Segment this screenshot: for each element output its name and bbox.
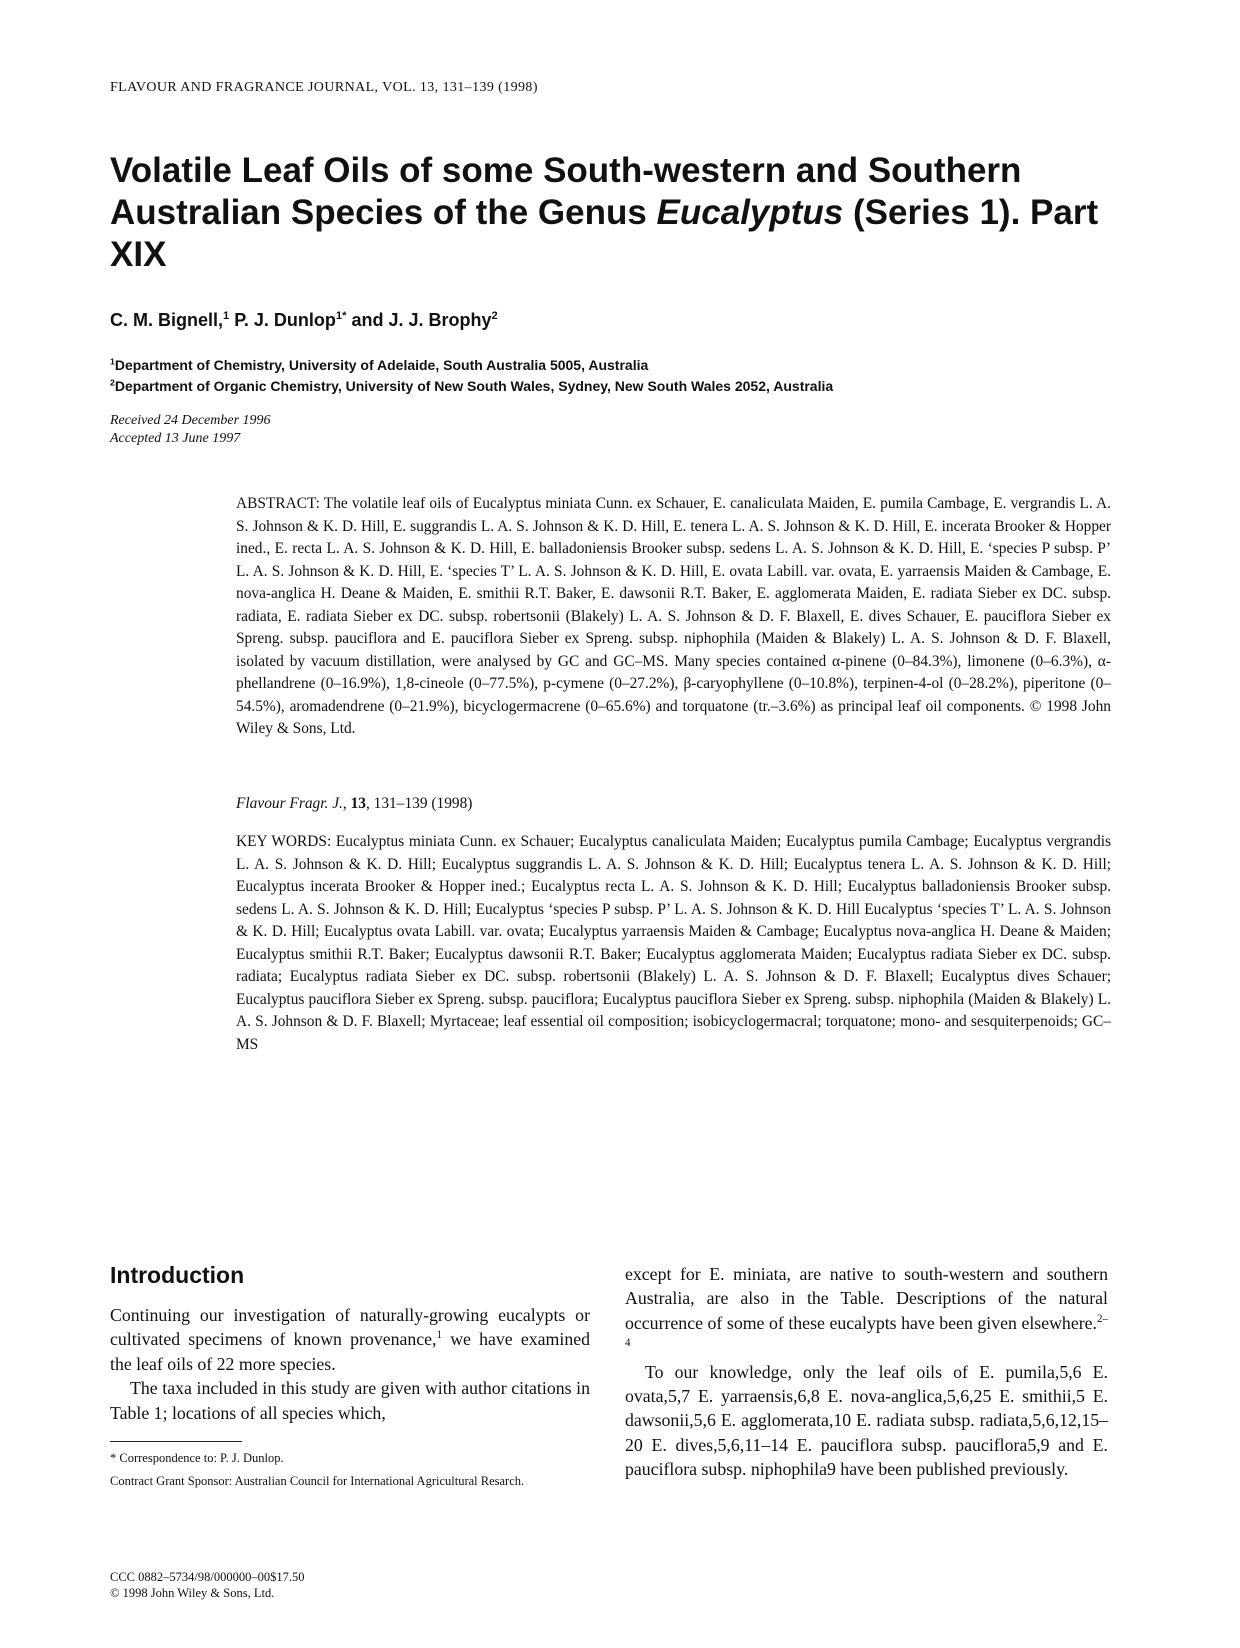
affiliation-1-text: Department of Chemistry, University of Adelaide, South Australia 5005, Australia: [114, 357, 649, 373]
keywords-label: KEY WORDS:: [236, 833, 332, 850]
intro-right-paragraph-1: [625, 1262, 1108, 1360]
abstract-text: The volatile leaf oils of Eucalyptus miniata Cunn. ex Schauer, E. canaliculata Maiden, E. pumila Cambage, E. vergrandis L. A. S. Johnson & K. D. Hill, E. suggrandis L. A. S. Johnson & K. D. Hill, E. tenera L. A. S. Johnson & K. D. Hill, E. incerata Brooker & Hopper ined., E. recta L. A. S. Johnson & K. D. Hill, E. balladoniensis Brooker subsp. sedens L. A. S. Johnson & K. D. Hill, E. ‘species P subsp. P’ L. A. S. Johnson & K. D. Hill, E. ‘species T’ L. A. S. Johnson & K. D. Hill, E. ovata Labill. var. ovata, E. yarraensis Maiden & Cambage, E. nova-anglica H. Deane & Maiden, E. smithii R.T. Baker, E. dawsonii R.T. Baker, E. agglomerata Maiden, E. radiata Sieber ex DC. subsp. radiata, E. radiata Sieber ex DC. subsp. robertsonii (Blakely) L. A. S. Johnson & D. F. Blaxell, E. dives Schauer, E. pauciflora Sieber ex Spreng. subsp. pauciflora and E. pauciflora Sieber ex Spreng. subsp. niphophila (Maiden & Blakely) L. A. S. Johnson & D. F. Blaxell, isolated by vacuum distillation, were analysed by GC and GC–MS. Many species contained α-pinene (0–84.3%), limonene (0–6.3%), α-phellandrene (0–16.9%), 1,8-cineole (0–77.5%), p-cymene (0–27.2%), β-caryophyllene (0–10.8%), terpinen-4-ol (0–28.2%), piperitone (0–54.5%), aromadendrene (0–21.9%), bicyclogermacrene (0–65.6%) and torquatone (tr.–3.6%) as principal leaf oil components. © 1998 John Wiley & Sons, Ltd.: [236, 495, 1111, 737]
author-brophy: and J. J. Brophy: [346, 310, 492, 330]
keywords: [236, 831, 1111, 1056]
title-text-2: (Series 1). Part XIX: [110, 193, 1099, 274]
citation-journal: Flavour Fragr. J.: [236, 795, 343, 812]
affiliation-2-number: 2: [110, 377, 115, 388]
intro-p1-text-b: we have examined the leaf oils of 22 more species.: [110, 1329, 590, 1374]
received-date: Received 24 December 1996: [110, 413, 271, 428]
intro-left-column: [110, 1303, 590, 1425]
intro-paragraph-2: The taxa included in this study are given with author citations in Table 1; locations of all species which,: [110, 1378, 590, 1423]
intro-right-p1-ref: 2–4: [625, 1312, 1108, 1350]
footnote-sponsor: Contract Grant Sponsor: Australian Council for International Agricultural Resarch.: [110, 1474, 525, 1488]
intro-p1-text-a: Continuing our investigation of naturally-growing eucalypts or cultivated specimens of known provenance,: [110, 1305, 590, 1350]
journal-header: FLAVOUR AND FRAGRANCE JOURNAL, VOL. 13, 131–139 (1998): [110, 80, 538, 95]
introduction-heading: Introduction: [110, 1262, 245, 1288]
article-dates: [110, 412, 271, 448]
ccc-code: CCC 0882–5734/98/000000–00$17.50: [110, 1570, 305, 1584]
footnote-correspondence: * Correspondence to: P. J. Dunlop.: [110, 1451, 284, 1465]
intro-p1-ref: 1: [436, 1329, 443, 1342]
keywords-text: Eucalyptus miniata Cunn. ex Schauer; Eucalyptus canaliculata Maiden; Eucalyptus pumila Cambage; Eucalyptus vergrandis L. A. S. Johnson & K. D. Hill; Eucalyptus suggrandis L. A. S. Johnson & K. D. Hill; Eucalyptus tenera L. A. S. Johnson & K. D. Hill; Eucalyptus incerata Brooker & Hopper ined.; Eucalyptus recta L. A. S. Johnson & K. D. Hill; Eucalyptus balladoniensis Brooker subsp. sedens L. A. S. Johnson & K. D. Hill; Eucalyptus ‘species P subsp. P’ L. A. S. Johnson & K. D. Hill Eucalyptus ‘species T’ L. A. S. Johnson & K. D. Hill; Eucalyptus ovata Labill. var. ovata; Eucalyptus yarraensis Maiden & Cambage; Eucalyptus nova-anglica H. Deane & Maiden; Eucalyptus smithii R.T. Baker; Eucalyptus dawsonii R.T. Baker; Eucalyptus agglomerata Maiden; Eucalyptus radiata Sieber ex DC. subsp. radiata; Eucalyptus radiata Sieber ex DC. subsp. robertsonii (Blakely) L. A. S. Johnson & D. F. Blaxell; Eucalyptus dives Schauer; Eucalyptus pauciflora Sieber ex Spreng. subsp. pauciflora; Eucalyptus pauciflora Sieber ex Spreng. subsp. niphophila (Maiden & Blakely) L. A. S. Johnson & D. F. Blaxell; Myrtaceae; leaf essential oil composition; isobicyclogermacral; torquatone; mono- and sesquiterpenoids; GC–MS: [236, 833, 1111, 1053]
intro-paragraph-1: [110, 1303, 590, 1376]
intro-right-paragraph-2: To our knowledge, only the leaf oils of E. pumila,5,6 E. ovata,5,7 E. yarraensis,6,8 E. nova-anglica,5,6,25 E. smithii,5 E. dawsonii,5,6 E. agglomerata,10 E. radiata subsp. radiata,5,6,12,15–20 E. dives,5,6,11–14 E. pauciflora subsp. pauciflora5,9 and E. pauciflora subsp. niphophila9 have been published previously.: [625, 1361, 1108, 1480]
author-list: [110, 310, 498, 331]
affiliations: [110, 355, 833, 397]
citation-volume: 13: [350, 795, 366, 812]
footnotes: [110, 1450, 590, 1496]
author-brophy-affil: 2: [491, 310, 498, 322]
copyright-notice: © 1998 John Wiley & Sons, Ltd.: [110, 1586, 275, 1600]
title-italic-genus: Eucalyptus: [656, 193, 844, 232]
title-text-1: Volatile Leaf Oils of some South-western and Southern Australian Species of the Genus: [110, 151, 1022, 232]
author-bignell-affil: 1: [223, 310, 230, 322]
author-dunlop: P. J. Dunlop: [229, 310, 336, 330]
affiliation-2: [110, 376, 833, 397]
affiliation-2-text: Department of Organic Chemistry, University of New South Wales, Sydney, New South Wales 2052, Australia: [114, 378, 834, 394]
article-title: [110, 150, 1110, 276]
citation-pages: , 131–139 (1998): [365, 795, 473, 812]
abstract: [236, 493, 1111, 741]
affiliation-1-number: 1: [110, 356, 115, 367]
affiliation-1: [110, 355, 833, 376]
citation: Flavour Fragr. J., 13, 131–139 (1998): [236, 795, 473, 812]
accepted-date: Accepted 13 June 1997: [110, 431, 241, 446]
abstract-label: ABSTRACT:: [236, 495, 320, 512]
copyright-block: [110, 1569, 304, 1601]
footnote-divider: [110, 1441, 242, 1442]
author-dunlop-affil: 1*: [335, 310, 347, 322]
intro-right-column: [625, 1262, 1108, 1482]
intro-right-p1-text: except for E. miniata, are native to south-western and southern Australia, are also in the Table. Descriptions of the natural occurrence of some of these eucalypts have been given elsewhere.: [625, 1264, 1108, 1333]
author-bignell: C. M. Bignell,: [110, 310, 224, 330]
